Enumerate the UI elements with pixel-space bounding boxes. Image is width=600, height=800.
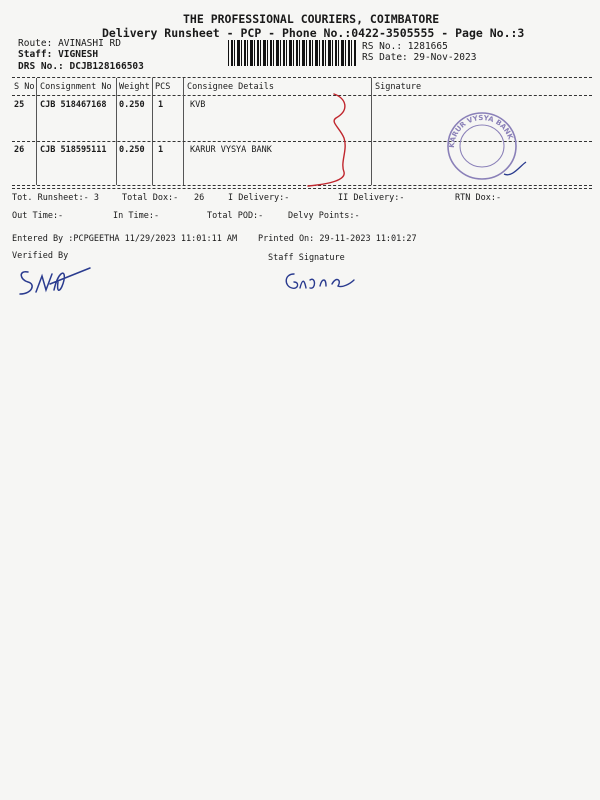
col-header-consignment: Consignment No	[40, 82, 112, 92]
drs-value: DCJB128166503	[69, 61, 144, 72]
table-row-weight: 0.250	[119, 100, 145, 110]
total-pod: Total POD:-	[207, 211, 264, 221]
table-row-pcs: 1	[158, 145, 164, 155]
col-divider	[183, 78, 184, 185]
out-time: Out Time:-	[12, 211, 64, 221]
col-divider	[116, 78, 117, 185]
table-row-sno: 26	[14, 145, 25, 155]
col-divider	[371, 78, 372, 185]
runsheet-subtitle: Delivery Runsheet - PCP - Phone No.:0422-3505555 - Page No.:3	[102, 26, 525, 40]
staff-label: Staff:	[18, 49, 53, 60]
delvy-points: Delvy Points:-	[288, 211, 360, 221]
table-row-consignment: CJB 518467168	[40, 100, 107, 110]
total-dox-value: 26	[194, 193, 205, 203]
table-row-pcs: 1	[158, 100, 164, 110]
svg-text:KARUR VYSYA BANK	[448, 114, 515, 148]
rs-no-label: RS No.:	[362, 41, 403, 52]
rs-date-row	[362, 52, 476, 63]
col-header-sno: S No	[14, 82, 35, 92]
col-divider	[36, 78, 37, 185]
entered-by: Entered By :PCPGEETHA 11/29/2023 11:01:11 AM	[12, 234, 238, 244]
rs-no-row	[362, 41, 448, 52]
col-header-pcs: PCS	[155, 82, 171, 92]
verified-by-label: Verified By	[12, 251, 69, 261]
company-name: THE PROFESSIONAL COURIERS, COIMBATORE	[183, 12, 440, 26]
drs-label: DRS No.:	[18, 61, 64, 72]
route-value: AVINASHI RD	[58, 38, 121, 49]
staff-signature-label: Staff Signature	[268, 253, 345, 263]
total-dox-label: Total Dox:-	[122, 193, 179, 203]
drs-row	[18, 61, 144, 72]
staff-signature	[280, 266, 360, 296]
tick-mark-icon	[300, 88, 370, 198]
col-divider	[152, 78, 153, 185]
table-top-rule	[12, 77, 592, 78]
col-header-signature: Signature	[375, 82, 422, 92]
table-row-consignee: KARUR VYSYA BANK	[190, 145, 272, 155]
table-row-weight: 0.250	[119, 145, 145, 155]
rs-no-value: 1281665	[407, 41, 448, 52]
staff-value: VIGNESH	[58, 49, 99, 60]
route-row	[18, 38, 121, 49]
in-time: In Time:-	[113, 211, 160, 221]
staff-row	[18, 49, 98, 60]
col-header-weight: Weight	[119, 82, 150, 92]
printed-on: Printed On: 29-11-2023 11:01:27	[258, 234, 417, 244]
table-row-sno: 25	[14, 100, 25, 110]
stamp-text: KARUR VYSYA BANK	[447, 113, 515, 149]
table-row-consignment: CJB 518595111	[40, 145, 107, 155]
table-row-consignee: KVB	[190, 100, 206, 110]
tot-runsheet: Tot. Runsheet:- 3	[12, 193, 99, 203]
route-label: Route:	[18, 38, 53, 49]
barcode	[228, 40, 356, 66]
col-header-consignee: Consignee Details	[187, 82, 274, 92]
i-delivery: I Delivery:-	[228, 193, 290, 203]
verifier-signature	[14, 262, 104, 300]
rs-date-value: 29-Nov-2023	[413, 52, 477, 63]
ii-delivery: II Delivery:-	[338, 193, 405, 203]
bank-stamp-icon	[442, 108, 532, 186]
rs-date-label: RS Date:	[362, 52, 408, 63]
rtn-dox: RTN Dox:-	[455, 193, 502, 203]
